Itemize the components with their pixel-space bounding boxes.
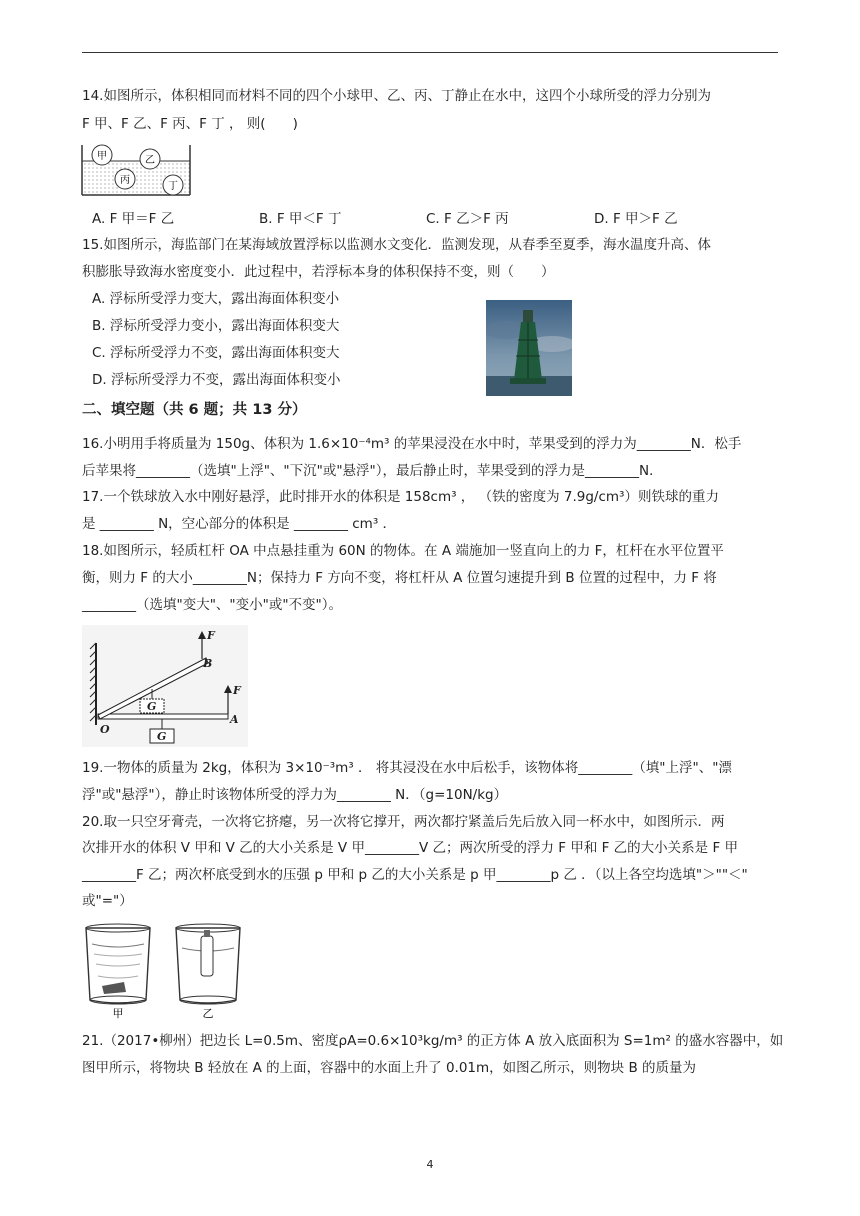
q14-option-c: C. F 乙＞F 丙 xyxy=(426,211,509,227)
q19-text-line2: 浮"或"悬浮"），静止时该物体所受的浮力为________ N．（g=10N/kg） xyxy=(82,787,508,803)
q17-text-line1: 17.一个铁球放入水中刚好悬浮，此时排开水的体积是 158cm³ ， （铁的密度为 7.9g/cm³）则铁球的重力 xyxy=(82,489,719,505)
q21-text-line1: 21.（2017•柳州）把边长 L=0.5m、密度ρA=0.6×10³kg/m³ 的正方体 A 放入底面积为 S=1m² 的盛水容器中，如 xyxy=(82,1033,784,1049)
ball-label-jia: 甲 xyxy=(97,151,107,162)
q18-text-line2: 衡，则力 F 的大小________N；保持力 F 方向不变，将杠杆从 A 位置匀速提升到 B 位置的过程中，力 F 将 xyxy=(82,570,717,586)
q18-text-line1: 18.如图所示，轻质杠杆 OA 中点悬挂重为 60N 的物体。在 A 端施加一竖直向上的力 F，杠杆在水平位置平 xyxy=(82,543,724,559)
buoy-photo xyxy=(486,300,572,396)
toothpaste-cups-figure xyxy=(80,920,252,1020)
section-heading: 二、填空题（共 6 题；共 13 分） xyxy=(82,402,307,418)
cup-label-yi: 乙 xyxy=(202,1007,214,1020)
q20-text-line1: 20.取一只空牙膏壳，一次将它挤瘪，另一次将它撑开，两次都拧紧盖后先后放入同一杯水中，如图所示．两 xyxy=(82,814,725,830)
q15-text-line2: 积膨胀导致海水密度变小．此过程中，若浮标本身的体积保持不变，则（ ） xyxy=(82,264,555,280)
q14-option-b: B. F 甲＜F 丁 xyxy=(259,211,342,227)
q15-option-b: B. 浮标所受浮力变小，露出海面体积变大 xyxy=(92,318,340,334)
ball-label-yi: 乙 xyxy=(145,155,155,166)
label-g-lower: G xyxy=(157,730,167,743)
q15-text-line1: 15.如图所示，海监部门在某海域放置浮标以监测水文变化．监测发现，从春季至夏季，海水温度升高、体 xyxy=(82,237,711,253)
q14-option-d: D. F 甲＞F 乙 xyxy=(594,211,678,227)
label-f-right: F xyxy=(233,684,241,697)
q20-text-line3: ________F 乙；两次杯底受到水的压强 p 甲和 p 乙的大小关系是 p 甲________p 乙 ．（以上各空均选填"＞""＜" xyxy=(82,867,748,883)
ball-label-bing: 丙 xyxy=(120,175,130,186)
label-b: B xyxy=(203,657,213,670)
q20-text-line2: 次排开水的体积 V 甲和 V 乙的大小关系是 V 甲________V 乙；两次所受的浮力 F 甲和 F 乙的大小关系是 F 甲 xyxy=(82,840,739,856)
q14-figure-tank xyxy=(80,143,192,197)
label-g-upper: G xyxy=(147,700,157,713)
q15-option-a: A. 浮标所受浮力变大，露出海面体积变小 xyxy=(92,291,340,307)
q19-text-line1: 19.一物体的质量为 2kg，体积为 3×10⁻³m³ ． 将其浸没在水中后松手，该物体将________（填"上浮"、"漂 xyxy=(82,760,732,776)
lever-figure xyxy=(82,625,248,747)
label-a: A xyxy=(230,713,239,726)
q18-text-line3: ________（选填"变大"、"变小"或"不变"）。 xyxy=(82,597,343,613)
q21-text-line2: 图甲所示，将物块 B 轻放在 A 的上面，容器中的水面上升了 0.01m，如图乙所示，则物块 B 的质量为 xyxy=(82,1060,697,1076)
label-f-top: F xyxy=(207,629,215,642)
page-number: 4 xyxy=(426,1158,434,1171)
header-rule xyxy=(82,52,778,53)
q16-text-line1: 16.小明用手将质量为 150g、体积为 1.6×10⁻⁴m³ 的苹果浸没在水中时，苹果受到的浮力为________N．松手 xyxy=(82,436,742,452)
ball-label-ding: 丁 xyxy=(168,181,178,192)
q16-text-line2: 后苹果将________（选填"上浮"、"下沉"或"悬浮"），最后静止时，苹果受到的浮力是________N． xyxy=(82,463,663,479)
q14-text-line1: 14.如图所示，体积相同而材料不同的四个小球甲、乙、丙、丁静止在水中，这四个小球所受的浮力分别为 xyxy=(82,88,711,104)
q20-text-line4: 或"="） xyxy=(82,893,133,909)
cup-label-jia: 甲 xyxy=(112,1007,124,1020)
label-o: O xyxy=(100,723,110,736)
q14-text-line2: F 甲、F 乙、F 丙、F 丁 ， 则( ) xyxy=(82,116,298,132)
q15-option-c: C. 浮标所受浮力不变，露出海面体积变大 xyxy=(92,345,340,361)
q17-text-line2: 是 ________ N，空心部分的体积是 ________ cm³ ． xyxy=(82,516,397,532)
q15-option-d: D. 浮标所受浮力不变，露出海面体积变小 xyxy=(92,372,341,388)
q14-option-a: A. F 甲＝F 乙 xyxy=(92,211,175,227)
